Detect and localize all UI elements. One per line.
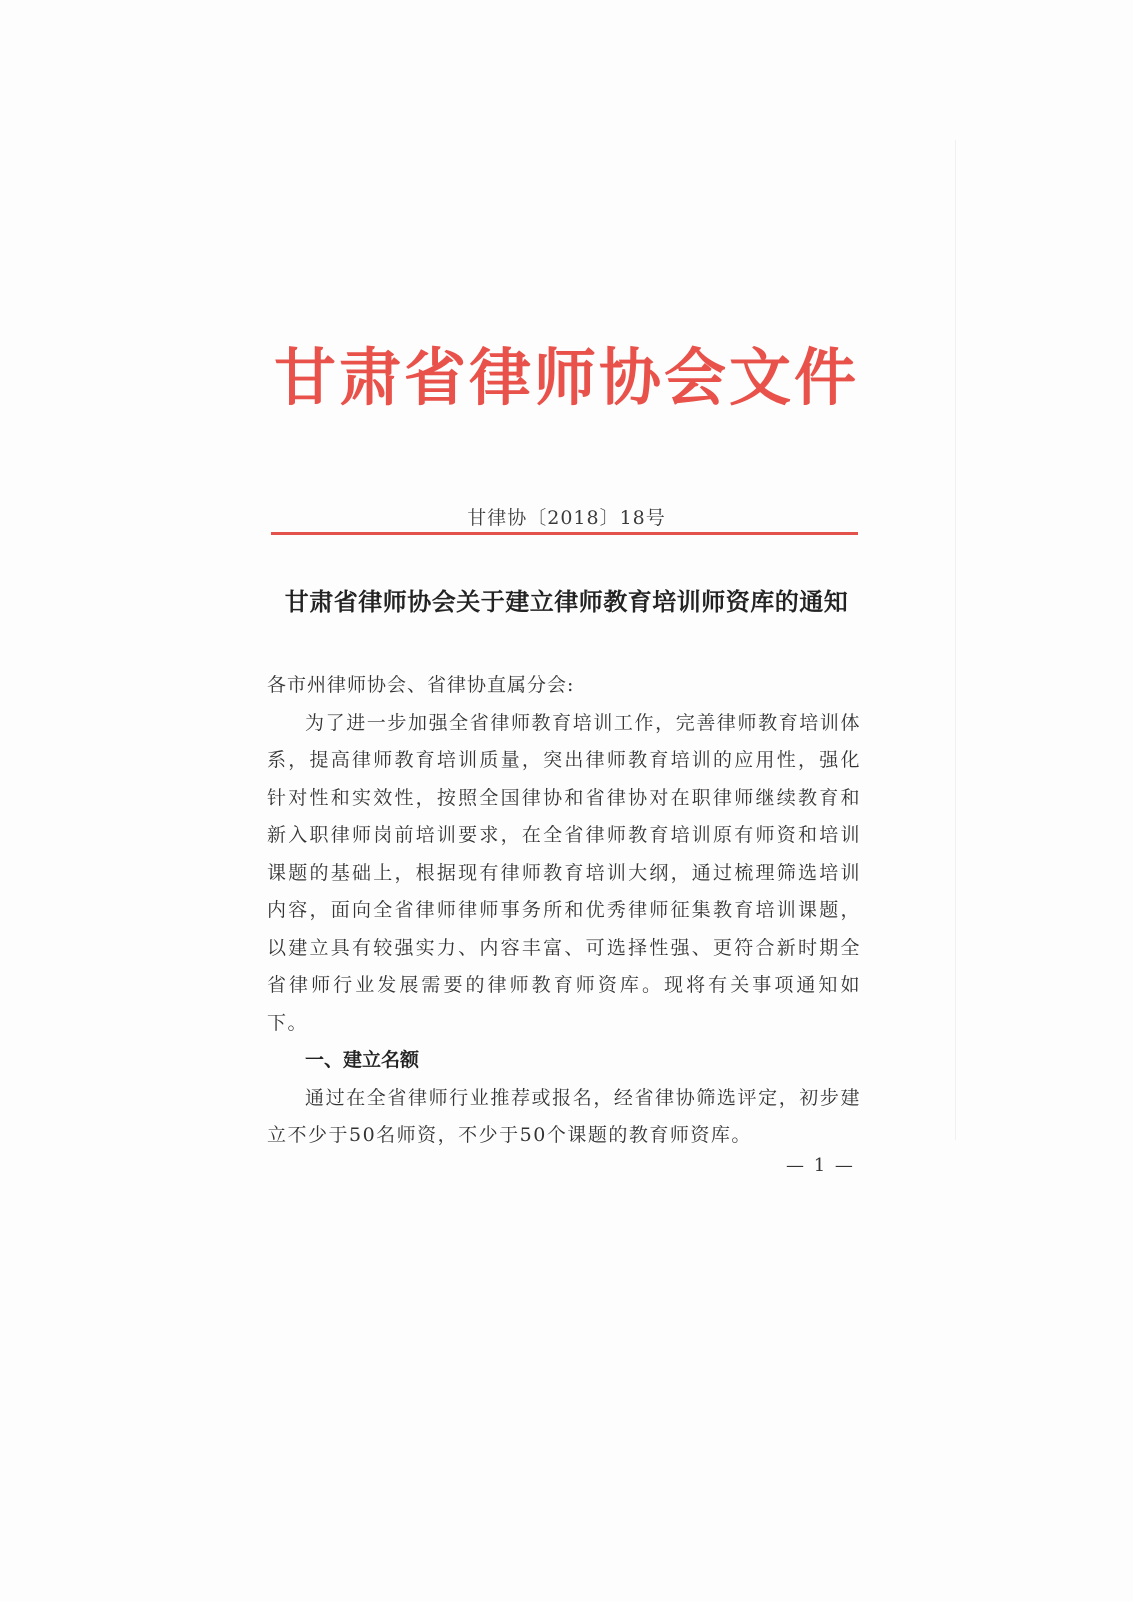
red-header-rule	[271, 532, 858, 535]
page-number: — 1 —	[786, 1155, 855, 1176]
body-paragraph-1: 为了进一步加强全省律师教育培训工作，完善律师教育培训体系，提高律师教育培训质量，突出律师教育培训的应用性，强化针对性和实效性，按照全国律协和省律协对在职律师继续教育和新入职律师岗前培训要求，在全省律师教育培训原有师资和培训课题的基础上，根据现有律师教育培训大纲，通过梳理筛选培训内容，面向全省律师律师事务所和优秀律师征集教育培训课题，以建立具有较强实力、内容丰富、可选择性强、更符合新时期全省律师行业发展需要的律师教育师资库。现将有关事项通知如下。	[267, 711, 861, 1034]
masthead-title: 甘肃省律师协会文件	[273, 341, 859, 414]
scan-edge-line	[955, 140, 956, 1140]
document-body	[267, 667, 861, 1155]
section-1-text: 通过在全省律师行业推荐或报名，经省律协筛选评定，初步建立不少于50名师资，不少于50个课题的教育师资库。	[267, 1086, 861, 1146]
salutation: 各市州律师协会、省律协直属分会:	[267, 674, 575, 696]
document-number: 甘律协〔2018〕18号	[467, 507, 666, 529]
section-heading-1: 一、建立名额	[305, 1049, 420, 1071]
notice-title: 甘肃省律师协会关于建立律师教育培训师资库的通知	[284, 587, 849, 616]
